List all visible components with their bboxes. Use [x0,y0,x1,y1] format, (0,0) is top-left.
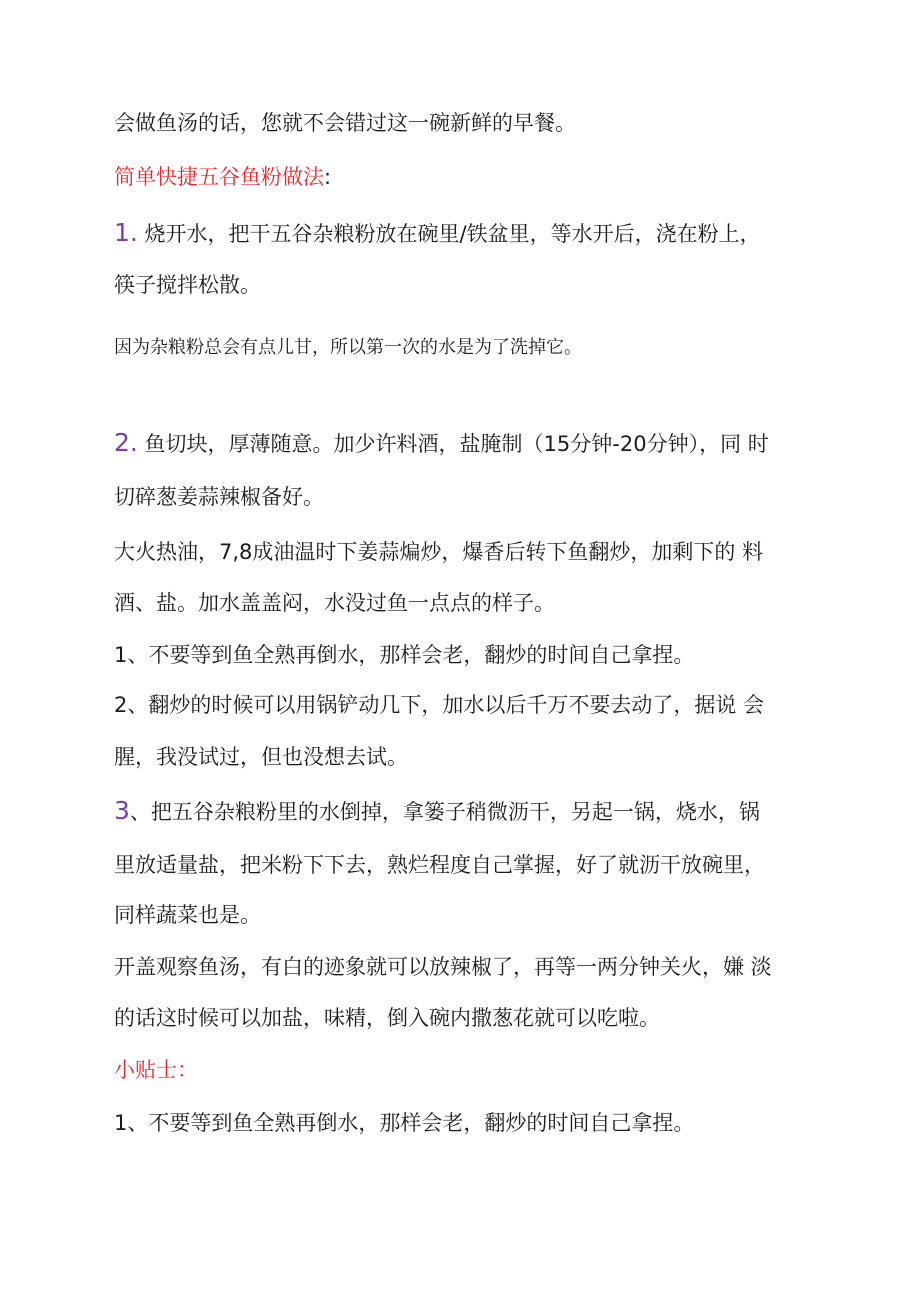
recipe-heading [114,162,331,192]
step-2-line-1 [114,428,769,459]
recipe-heading-colon: : [324,165,332,189]
step-1-text-1: 烧开水，把干五谷杂粮粉放在碗里/铁盆里，等水开后，浇在粉上， [144,222,761,246]
step-2-text-1: 鱼切块，厚薄随意。加少许料酒，盐腌制（15分钟-20分钟），同 时 [144,432,769,456]
step-3-line-3: 同样蔬菜也是。 [114,903,261,927]
recipe-heading-text: 简单快捷五谷鱼粉做法 [114,165,324,189]
step-2-line-3: 大火热油，7,8成油温时下姜蒜煸炒，爆香后转下鱼翻炒，加剩下的 料 [114,540,764,564]
tip-2-line-1: 2、翻炒的时候可以用锅铲动几下，加水以后千万不要去动了，据说 会 [114,693,765,717]
step-3-line-4: 开盖观察鱼汤，有白的迹象就可以放辣椒了，再等一两分钟关火，嫌 淡 [114,955,772,979]
step-3-line-2: 里放适量盐，把米粉下下去，熟烂程度自己掌握，好了就沥干放碗里， [114,853,765,877]
tip-1-line: 1、不要等到鱼全熟再倒水，那样会老，翻炒的时间自己拿捏。 [114,643,695,667]
intro-line: 会做鱼汤的话，您就不会错过这一碗新鲜的早餐。 [114,111,576,135]
step-2-number: 2. [114,428,138,457]
step-3-number: 3 [114,796,130,825]
tip-2-line-2: 腥，我没试过，但也没想去试。 [114,745,408,769]
step-3-line-1 [114,796,760,827]
step-1-line-1 [114,218,761,249]
step-2-line-4: 酒、盐。加水盖盖闷，水没过鱼一点点的样子。 [114,591,555,615]
step-3-line-5: 的话这时候可以加盐，味精，倒入碗内撒葱花就可以吃啦。 [114,1006,660,1030]
final-tip-line: 1、不要等到鱼全熟再倒水，那样会老，翻炒的时间自己拿捏。 [114,1111,695,1135]
step-2-line-2: 切碎葱姜蒜辣椒备好。 [114,485,324,509]
step-1-note: 因为杂粮粉总会有点儿甘，所以第一次的水是为了洗掉它。 [114,337,582,358]
step-3-text-1: 、把五谷杂粮粉里的水倒掉，拿篓子稍微沥干，另起一锅，烧水，锅 [129,800,760,824]
step-1-number: 1. [114,218,138,247]
tips-heading: 小贴士： [114,1058,198,1082]
step-1-line-2: 筷子搅拌松散。 [114,273,261,297]
